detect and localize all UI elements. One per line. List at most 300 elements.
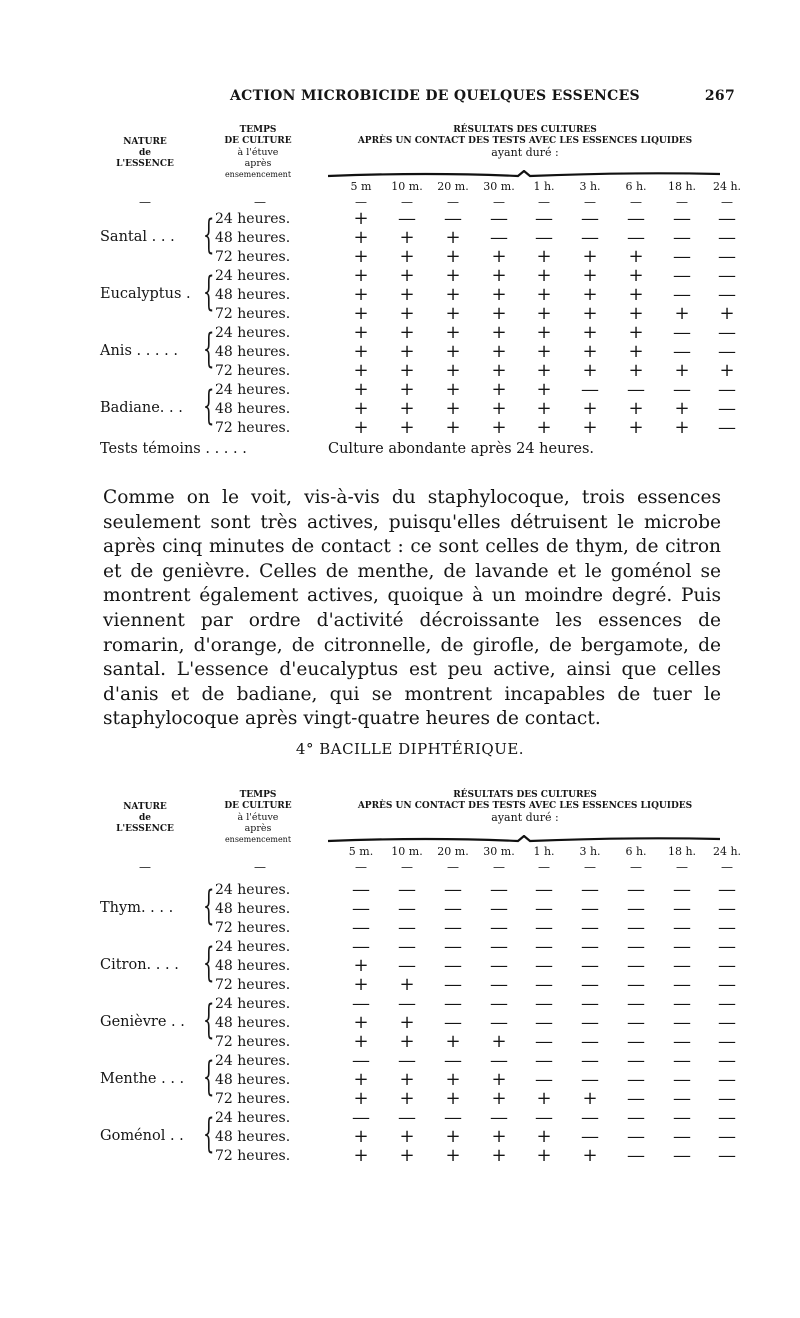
result-negative: — — [490, 993, 508, 1014]
essence-name: Eucalyptus . — [100, 286, 191, 302]
essence-name: Menthe . . . — [100, 1071, 185, 1087]
result-positive: + — [445, 1069, 461, 1090]
temps-header-line: après — [244, 823, 272, 834]
result-positive: + — [445, 322, 461, 343]
result-negative: — — [673, 1126, 691, 1147]
result-positive: + — [582, 284, 598, 305]
results-title: RÉSULTATS DES CULTURES — [453, 125, 597, 135]
results-header — [330, 125, 720, 158]
culture-time: 72 heures. — [215, 1091, 291, 1107]
result-negative: — — [398, 993, 416, 1014]
result-positive: + — [399, 1031, 415, 1052]
result-negative: — — [627, 379, 645, 400]
result-negative: — — [718, 898, 736, 919]
result-positive: + — [399, 227, 415, 248]
result-positive: + — [536, 303, 552, 324]
result-positive: + — [491, 1145, 507, 1166]
page-number: 267 — [704, 88, 735, 104]
result-positive: + — [536, 360, 552, 381]
result-positive: + — [353, 322, 369, 343]
group-brace: { — [203, 1054, 215, 1100]
header-dash: — — [254, 195, 266, 209]
result-positive: + — [628, 341, 644, 362]
culture-time: 24 heures. — [215, 939, 291, 955]
result-negative: — — [718, 1031, 736, 1052]
culture-time: 48 heures. — [215, 344, 291, 360]
result-positive: + — [445, 341, 461, 362]
results-table-diphterique — [100, 790, 742, 1180]
result-negative: — — [444, 898, 462, 919]
result-negative: — — [444, 879, 462, 900]
result-positive: + — [399, 303, 415, 324]
nature-header-line: de — [138, 148, 152, 158]
result-negative: — — [627, 993, 645, 1014]
result-negative: — — [718, 398, 736, 419]
result-positive: + — [445, 246, 461, 267]
header-brace-rule — [328, 165, 720, 175]
result-negative: — — [718, 322, 736, 343]
result-negative: — — [535, 208, 553, 229]
result-positive: + — [353, 417, 369, 438]
result-negative: — — [673, 1012, 691, 1033]
culture-time: 72 heures. — [215, 420, 291, 436]
result-negative: — — [581, 955, 599, 976]
result-positive: + — [491, 341, 507, 362]
result-positive: + — [582, 265, 598, 286]
result-positive: + — [399, 398, 415, 419]
culture-time: 72 heures. — [215, 1034, 291, 1050]
result-negative: — — [627, 917, 645, 938]
result-negative: — — [352, 993, 370, 1014]
essence-name: Santal . . . — [100, 229, 175, 245]
result-positive: + — [491, 1126, 507, 1147]
result-negative: — — [444, 208, 462, 229]
result-negative: — — [398, 917, 416, 938]
column-header: 30 m. — [483, 180, 515, 193]
result-positive: + — [353, 379, 369, 400]
result-positive: + — [674, 417, 690, 438]
result-negative: — — [535, 1012, 553, 1033]
result-negative: — — [673, 284, 691, 305]
result-positive: + — [674, 398, 690, 419]
result-negative: — — [444, 917, 462, 938]
temps-header-line: après — [244, 158, 272, 169]
column-header: 5 m. — [348, 845, 374, 858]
group-brace: { — [203, 383, 215, 429]
header-dash: — — [538, 860, 550, 874]
result-negative: — — [718, 1050, 736, 1071]
result-negative: — — [673, 955, 691, 976]
result-negative: — — [627, 936, 645, 957]
result-positive: + — [445, 303, 461, 324]
result-positive: + — [582, 303, 598, 324]
culture-time: 48 heures. — [215, 1129, 291, 1145]
temps-header-line: ensemencement — [224, 835, 292, 844]
result-negative: — — [490, 955, 508, 976]
result-negative: — — [718, 1088, 736, 1109]
result-negative: — — [673, 1088, 691, 1109]
results-subtitle-2: ayant duré : — [491, 146, 559, 159]
result-negative: — — [627, 1088, 645, 1109]
column-header: 18 h. — [667, 845, 697, 858]
result-negative: — — [490, 208, 508, 229]
temps-header-line: à l'étuve — [237, 147, 279, 158]
result-positive: + — [353, 398, 369, 419]
result-negative: — — [718, 974, 736, 995]
result-negative: — — [718, 1126, 736, 1147]
result-positive: + — [353, 208, 369, 229]
header-dash: — — [401, 195, 413, 209]
group-brace: { — [203, 940, 215, 986]
result-negative: — — [352, 1050, 370, 1071]
result-positive: + — [536, 398, 552, 419]
result-negative: — — [398, 936, 416, 957]
header-dash: — — [676, 195, 688, 209]
result-negative: — — [581, 1050, 599, 1071]
group-brace: { — [203, 1111, 215, 1157]
result-positive: + — [491, 1069, 507, 1090]
nature-header-line: L'ESSENCE — [116, 159, 174, 169]
result-negative: — — [581, 1069, 599, 1090]
result-negative: — — [673, 265, 691, 286]
culture-time: 24 heures. — [215, 268, 291, 284]
essence-name: Thym. . . . — [100, 900, 174, 916]
column-header: 30 m. — [483, 845, 515, 858]
result-negative: — — [398, 208, 416, 229]
result-negative: — — [352, 1107, 370, 1128]
group-brace: { — [203, 269, 215, 315]
body-paragraph: Comme on le voit, vis-à-vis du staphylocoque, trois essences seulement sont très actives, puisqu'elles détruisent le microbe après cinq minutes de contact : ce sont celles de thym, de citron et de genièvre. Celles de menthe, de lavande et le goménol se montrent également actives, quoique à un moindre degré. Puis viennent par ordre d'activité décroissante les essences de romarin, d'orange, de citronnelle, de girofle, de bergamote, de santal. L'essence d'eucalyptus est peu active, ainsi que celles d'anis et de badiane, qui se montrent incapables de tuer le staphylocoque après vingt-quatre heures de contact. — [103, 487, 721, 730]
result-negative: — — [444, 936, 462, 957]
header-dash: — — [139, 195, 151, 209]
result-positive: + — [582, 417, 598, 438]
result-negative: — — [581, 1012, 599, 1033]
table-row — [100, 417, 736, 439]
result-negative: — — [627, 1012, 645, 1033]
column-header: 18 h. — [667, 180, 697, 193]
result-positive: + — [719, 360, 735, 381]
result-negative: — — [444, 993, 462, 1014]
culture-time: 48 heures. — [215, 958, 291, 974]
result-negative: — — [673, 1031, 691, 1052]
header-dash: — — [254, 860, 266, 874]
result-positive: + — [445, 265, 461, 286]
result-positive: + — [353, 1069, 369, 1090]
nature-header-line: NATURE — [123, 802, 167, 812]
column-header: 24 h. — [712, 845, 742, 858]
result-negative: — — [581, 1126, 599, 1147]
result-negative: — — [444, 974, 462, 995]
result-positive: + — [582, 246, 598, 267]
culture-time: 48 heures. — [215, 401, 291, 417]
result-positive: + — [582, 1145, 598, 1166]
result-negative: — — [718, 265, 736, 286]
culture-time: 72 heures. — [215, 249, 291, 265]
result-negative: — — [490, 917, 508, 938]
column-header: 6 h. — [625, 845, 647, 858]
result-positive: + — [719, 303, 735, 324]
culture-time: 24 heures. — [215, 211, 291, 227]
culture-time: 48 heures. — [215, 1015, 291, 1031]
result-positive: + — [399, 1145, 415, 1166]
result-negative: — — [627, 1126, 645, 1147]
result-negative: — — [718, 955, 736, 976]
result-positive: + — [582, 398, 598, 419]
result-positive: + — [628, 246, 644, 267]
result-negative: — — [718, 246, 736, 267]
result-positive: + — [353, 1126, 369, 1147]
result-negative: — — [718, 1107, 736, 1128]
result-negative: — — [718, 879, 736, 900]
result-positive: + — [353, 1145, 369, 1166]
result-positive: + — [445, 284, 461, 305]
result-negative: — — [581, 227, 599, 248]
result-positive: + — [353, 360, 369, 381]
essence-name: Citron. . . . — [100, 957, 179, 973]
result-negative: — — [490, 227, 508, 248]
header-dash: — — [139, 860, 151, 874]
result-positive: + — [399, 379, 415, 400]
result-negative: — — [490, 898, 508, 919]
result-negative: — — [718, 936, 736, 957]
result-negative: — — [352, 917, 370, 938]
result-negative: — — [718, 993, 736, 1014]
result-positive: + — [399, 417, 415, 438]
result-negative: — — [490, 1107, 508, 1128]
results-title: RÉSULTATS DES CULTURES — [453, 790, 597, 800]
result-positive: + — [445, 1031, 461, 1052]
result-negative: — — [627, 879, 645, 900]
result-positive: + — [628, 322, 644, 343]
result-positive: + — [445, 227, 461, 248]
result-negative: — — [398, 898, 416, 919]
result-positive: + — [353, 1088, 369, 1109]
header-dash: — — [721, 195, 733, 209]
result-positive: + — [399, 360, 415, 381]
culture-time: 48 heures. — [215, 230, 291, 246]
result-negative: — — [718, 417, 736, 438]
result-positive: + — [536, 1145, 552, 1166]
column-header: 1 h. — [533, 845, 555, 858]
result-positive: + — [445, 1088, 461, 1109]
result-positive: + — [399, 246, 415, 267]
nature-header-line: L'ESSENCE — [116, 824, 174, 834]
result-negative: — — [490, 936, 508, 957]
result-positive: + — [674, 360, 690, 381]
header-dash: — — [630, 195, 642, 209]
header-dash: — — [676, 860, 688, 874]
result-negative: — — [673, 322, 691, 343]
result-negative: — — [718, 1012, 736, 1033]
column-header: 10 m. — [391, 180, 423, 193]
running-title: ACTION MICROBICIDE DE QUELQUES ESSENCES — [230, 88, 640, 104]
result-negative: — — [627, 1031, 645, 1052]
result-negative: — — [535, 1031, 553, 1052]
temps-header-line: TEMPS — [239, 125, 277, 135]
culture-time: 24 heures. — [215, 1110, 291, 1126]
culture-time: 72 heures. — [215, 1148, 291, 1164]
header-dash: — — [355, 195, 367, 209]
result-positive: + — [628, 265, 644, 286]
group-brace: { — [203, 212, 215, 258]
column-header: 20 m. — [437, 180, 469, 193]
result-negative: — — [627, 1069, 645, 1090]
result-negative: — — [535, 898, 553, 919]
result-positive: + — [445, 398, 461, 419]
header-dash: — — [447, 195, 459, 209]
result-positive: + — [628, 303, 644, 324]
result-positive: + — [582, 1088, 598, 1109]
result-positive: + — [536, 265, 552, 286]
culture-time: 72 heures. — [215, 306, 291, 322]
result-negative: — — [398, 879, 416, 900]
result-negative: — — [673, 1145, 691, 1166]
control-label: Tests témoins . . . . . — [100, 441, 247, 457]
result-positive: + — [353, 341, 369, 362]
result-negative: — — [673, 246, 691, 267]
result-negative: — — [581, 1107, 599, 1128]
result-negative: — — [718, 917, 736, 938]
result-negative: — — [627, 955, 645, 976]
result-negative: — — [444, 1012, 462, 1033]
culture-time: 24 heures. — [215, 996, 291, 1012]
result-positive: + — [536, 284, 552, 305]
temps-header-line: à l'étuve — [237, 812, 279, 823]
control-result: Culture abondante après 24 heures. — [328, 441, 595, 457]
result-positive: + — [353, 1031, 369, 1052]
result-negative: — — [718, 379, 736, 400]
result-negative: — — [718, 284, 736, 305]
column-header: 6 h. — [625, 180, 647, 193]
header-dash: — — [493, 195, 505, 209]
group-brace: { — [203, 997, 215, 1043]
result-negative: — — [673, 974, 691, 995]
result-negative: — — [718, 1069, 736, 1090]
result-negative: — — [352, 936, 370, 957]
column-header: 5 m — [350, 180, 372, 193]
result-positive: + — [399, 265, 415, 286]
result-negative: — — [444, 1107, 462, 1128]
result-negative: — — [581, 898, 599, 919]
result-positive: + — [353, 1012, 369, 1033]
result-positive: + — [445, 1126, 461, 1147]
results-table-staphylocoque — [100, 125, 742, 475]
culture-time: 48 heures. — [215, 901, 291, 917]
result-positive: + — [353, 955, 369, 976]
header-dash: — — [584, 860, 596, 874]
result-positive: + — [445, 379, 461, 400]
culture-time: 24 heures. — [215, 1053, 291, 1069]
result-positive: + — [353, 974, 369, 995]
column-header: 20 m. — [437, 845, 469, 858]
result-positive: + — [628, 360, 644, 381]
essence-name: Anis . . . . . — [100, 343, 178, 359]
group-brace: { — [203, 883, 215, 929]
result-negative: — — [581, 879, 599, 900]
result-positive: + — [491, 284, 507, 305]
result-negative: — — [535, 1107, 553, 1128]
result-positive: + — [536, 322, 552, 343]
result-negative: — — [673, 379, 691, 400]
result-positive: + — [536, 417, 552, 438]
result-negative: — — [535, 227, 553, 248]
result-positive: + — [491, 322, 507, 343]
essence-name: Badiane. . . — [100, 400, 183, 416]
result-negative: — — [352, 898, 370, 919]
temps-header-line: DE CULTURE — [224, 801, 292, 811]
essence-name: Goménol . . — [100, 1128, 184, 1144]
culture-time: 24 heures. — [215, 882, 291, 898]
result-positive: + — [491, 246, 507, 267]
result-negative: — — [444, 1050, 462, 1071]
result-positive: + — [536, 1088, 552, 1109]
result-negative: — — [444, 955, 462, 976]
result-positive: + — [628, 284, 644, 305]
column-header: 3 h. — [579, 180, 601, 193]
result-positive: + — [445, 1145, 461, 1166]
result-positive: + — [536, 1126, 552, 1147]
result-negative: — — [627, 1050, 645, 1071]
result-positive: + — [399, 1088, 415, 1109]
result-negative: — — [673, 208, 691, 229]
result-negative: — — [352, 879, 370, 900]
result-negative: — — [535, 1050, 553, 1071]
result-positive: + — [491, 265, 507, 286]
temps-header-line: ensemencement — [224, 170, 292, 179]
culture-time: 72 heures. — [215, 920, 291, 936]
culture-time: 48 heures. — [215, 287, 291, 303]
results-header — [330, 790, 720, 823]
temps-header — [208, 790, 308, 845]
header-dash: — — [493, 860, 505, 874]
result-positive: + — [582, 341, 598, 362]
culture-time: 24 heures. — [215, 325, 291, 341]
table-row — [100, 1145, 736, 1167]
column-header: 10 m. — [391, 845, 423, 858]
culture-time: 72 heures. — [215, 977, 291, 993]
result-negative: — — [490, 1050, 508, 1071]
result-positive: + — [399, 974, 415, 995]
result-negative: — — [535, 879, 553, 900]
result-positive: + — [399, 1126, 415, 1147]
result-negative: — — [490, 879, 508, 900]
nature-header — [100, 802, 190, 835]
column-header: 1 h. — [533, 180, 555, 193]
result-negative: — — [673, 936, 691, 957]
result-negative: — — [673, 898, 691, 919]
header-dash: — — [447, 860, 459, 874]
result-positive: + — [491, 398, 507, 419]
result-positive: + — [491, 1088, 507, 1109]
culture-time: 24 heures. — [215, 382, 291, 398]
result-negative: — — [535, 917, 553, 938]
header-dash: — — [401, 860, 413, 874]
result-negative: — — [398, 955, 416, 976]
result-negative: — — [581, 974, 599, 995]
column-header: 3 h. — [579, 845, 601, 858]
result-positive: + — [399, 284, 415, 305]
result-negative: — — [398, 1050, 416, 1071]
section-title: 4° BACILLE DIPHTÉRIQUE. — [295, 740, 525, 758]
running-header — [230, 88, 735, 108]
result-negative: — — [581, 993, 599, 1014]
result-positive: + — [628, 417, 644, 438]
result-negative: — — [673, 227, 691, 248]
result-negative: — — [673, 879, 691, 900]
result-positive: + — [353, 284, 369, 305]
result-negative: — — [535, 1069, 553, 1090]
temps-header — [208, 125, 308, 180]
